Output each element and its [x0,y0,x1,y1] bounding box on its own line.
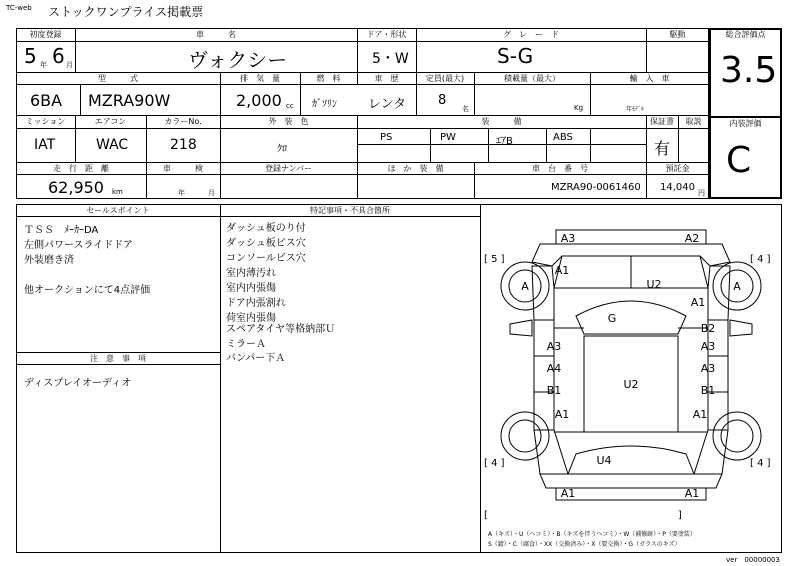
label-mileage: 走 行 距 離 [53,164,109,173]
label-interior-score: 内装評価 [729,119,762,128]
label-load: 積載量（最大） [504,74,560,83]
unit-cc: cc [286,102,294,110]
grade: S-G [497,44,534,68]
exterior-color: ｸﾛ [277,144,287,155]
doors-shape: 5・W [372,51,409,67]
damage-mark: A1 [554,408,570,421]
special-note: ドア内張割れ [226,298,286,309]
special-note: スペアタイヤ等格納部Ｕ [226,324,336,335]
mission: IAT [34,137,56,153]
damage-mark: A2 [684,232,700,245]
special-note: 室内内張傷 [226,283,276,294]
bracket-label: [ 5 ] [484,254,505,265]
label-warranty: 保証書 [650,117,674,126]
inspection-unit-month: 月 [208,189,215,197]
sales-point: 他オークションにて4点評価 [24,285,151,296]
first-reg-month: 6 [52,44,65,68]
unit-month: 月 [66,61,73,69]
label-history: 車 歴 [374,74,399,83]
caution-item: ディスプレイオーディオ [24,378,132,389]
damage-mark: A [521,280,529,293]
label-inspection: 車 検 [163,164,203,173]
equipment-abs: ABS [553,132,573,143]
label-grade: グ レ ー ド [503,30,559,39]
label-aircon: エアコン [94,117,127,126]
label-equipment: 装 備 [481,117,522,126]
history: レンタ [368,97,407,112]
sales-point: 外装磨き済 [24,255,74,266]
unit-year: 年 [40,61,47,69]
damage-mark: U4 [596,454,612,467]
unit-persons: 名 [462,105,469,113]
damage-mark: A1 [554,264,570,277]
capacity: 8 [438,93,447,108]
label-cautions: 注 意 事 項 [90,354,146,363]
logo: TC-web [6,4,32,12]
equipment-pw: PW [440,132,456,143]
label-vehicle-name: 車 名 [196,30,236,39]
damage-mark: A1 [692,408,708,421]
damage-mark: A1 [690,296,706,309]
legend-line: A（キズ）・U（ヘコミ）・B（キズを伴うヘコミ）・W（補修跡）・P（要塗装） [488,531,696,538]
damage-mark: A3 [546,340,562,353]
fuel: ｶﾞｿﾘﾝ [312,99,337,110]
legend-line: S（錆）・C（腐食）・XX（交換済み）・X（要交換）・G（ガラスのキズ） [488,541,681,548]
aircon: WAC [96,137,129,153]
special-note: バンパー下Ａ [226,353,286,364]
label-exterior-color: 外 装 色 [268,117,309,126]
label-sales-points: セールスポイント [86,206,150,215]
special-note: 室内薄汚れ [226,268,276,279]
damage-mark: B1 [546,384,562,397]
model-prefix: 6BA [30,91,63,110]
damage-mark: A1 [560,487,576,500]
page-title: ストックワンプライス掲載票 [48,5,204,19]
bracket-label: [ 4 ] [750,254,771,265]
label-chassis-no: 車 台 番 号 [532,164,588,173]
label-other-equipment: ほ か 装 備 [387,164,444,173]
label-fuel: 燃 料 [316,74,341,83]
warranty: 有 [654,139,671,158]
label-deposit: 預託金 [665,164,690,173]
label-displacement: 排 気 量 [240,74,280,83]
special-note: ミラーＡ [226,339,266,350]
equipment-ps: PS [380,132,393,143]
damage-mark: G [607,312,617,325]
equipment-airbag: ｴｱB [496,136,513,147]
damage-mark: B2 [700,322,716,335]
special-note: ダッシュ板のり付 [226,223,306,234]
damage-mark: A3 [700,362,716,375]
unit-model-year: 年ﾓﾃﾞﾙ [626,106,645,113]
label-import: 輸 入 車 [629,74,670,83]
damage-mark: A1 [684,487,700,500]
vehicle-name: ヴォクシー [188,48,288,72]
bracket-label: [ ] [484,510,682,521]
version: ver 00000003 [726,556,780,564]
bracket-label: [ 4 ] [750,458,771,469]
label-doors-shape: ドア・形状 [366,30,407,39]
color-no: 218 [170,137,197,153]
label-plate: 登録ナンバー [264,164,313,173]
damage-mark: U2 [623,378,639,391]
inspection-unit-year: 年 [178,189,185,197]
model: MZRA90W [88,91,171,110]
interior-score: C [726,140,752,181]
label-color-no: カラーNo. [164,117,202,126]
label-manual: 取説 [685,117,702,126]
bracket-label: [ 4 ] [484,458,505,469]
special-note: 荷室内張傷 [226,313,276,324]
deposit: 14,040 [660,182,695,193]
unit-yen: 円 [698,189,705,197]
damage-mark: A4 [546,362,562,375]
damage-mark: A3 [560,232,576,245]
special-note: ダッシュ板ビス穴 [226,238,306,249]
first-reg-year: 5 [24,44,37,68]
label-model: 型 式 [98,74,138,83]
label-first-reg: 初度登録 [29,30,62,39]
label-overall-score: 総合評価点 [725,30,766,39]
special-note: コンソールビス穴 [226,253,306,264]
sales-point: ＴＳＳ ﾒｰｶｰDA [24,225,99,236]
label-special-notes: 特記事項・不具合箇所 [310,206,390,215]
unit-km: km [112,188,123,196]
damage-mark: A [733,280,741,293]
chassis-no: MZRA90-0061460 [551,182,641,193]
unit-kg: Kg [574,104,584,112]
damage-mark: B1 [700,384,716,397]
label-drive: 駆動 [669,30,686,39]
damage-diagram [480,216,782,553]
sales-point: 左側パワースライドドア [24,240,133,251]
overall-score: 3.5 [720,50,778,91]
damage-mark: A3 [700,340,716,353]
mileage: 62,950 [48,178,104,197]
label-mission: ミッション [25,117,66,126]
label-capacity: 定員(最大) [425,74,465,83]
displacement: 2,000 [236,91,282,110]
damage-mark: U2 [646,278,662,291]
